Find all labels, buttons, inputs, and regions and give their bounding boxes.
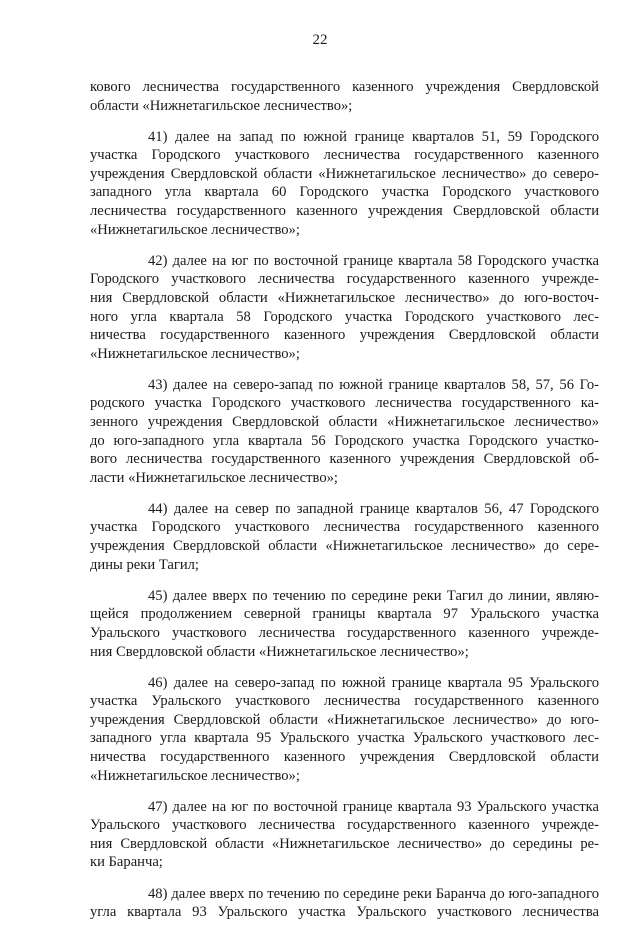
paragraph-item-43 (90, 376, 599, 488)
document-body (90, 78, 599, 934)
text-line: ния Свердловской области «Нижнетагильское лесничество» до юго-восточ- (90, 289, 599, 306)
text-line: учреждения Свердловской области «Нижнетагильское лесничество» до юго- (90, 711, 599, 728)
text-line: Городского участкового лесничества государственного казенного учрежде- (90, 271, 599, 288)
text-line: учреждения Свердловской области «Нижнетагильское лесничество» до сере- (90, 538, 599, 555)
text-line: 44) далее на север по западной границе кварталов 56, 47 Городского (148, 500, 599, 517)
text-line: участка Уральского участкового лесничества государственного казенного (90, 693, 599, 710)
text-line: ласти «Нижнетагильское лесничество»; (90, 469, 338, 486)
text-line: участка Городского участкового лесничества государственного казенного (90, 147, 599, 164)
text-line: зенного учреждения Свердловской области «Нижнетагильское лесничество» (90, 414, 599, 430)
text-line: участка Городского участкового лесничества государственного казенного (90, 519, 599, 536)
paragraph-item-42 (90, 252, 599, 364)
paragraph-item-47 (90, 798, 599, 872)
text-line: западного угла квартала 60 Городского участка Городского участкового (90, 184, 599, 201)
text-line: до юго-западного угла квартала 56 Городского участка Городского участко- (90, 432, 599, 449)
text-line: «Нижнетагильское лесничество»; (90, 767, 300, 784)
paragraph-item-45 (90, 587, 599, 661)
text-line: ки Баранча; (90, 854, 163, 871)
text-line: щейся продолжением северной границы квартала 97 Уральского участка (90, 606, 599, 623)
text-line: вого лесничества государственного казенного учреждения Свердловской об- (90, 451, 599, 468)
text-line: 47) далее на юг по восточной границе квартала 93 Уральского участка (148, 798, 599, 815)
text-line: учреждения Свердловской области «Нижнетагильское лесничество» до северо- (90, 165, 599, 182)
text-line: 46) далее на северо-запад по южной границе квартала 95 Уральского (148, 674, 599, 691)
text-line: ния Свердловской области «Нижнетагильское лесничество» до середины ре- (90, 835, 599, 852)
text-line: 45) далее вверх по течению по середине реки Тагил до линии, являю- (148, 587, 599, 604)
paragraph-item-44 (90, 500, 599, 574)
text-line: Уральского участкового лесничества государственного казенного учрежде- (90, 817, 599, 834)
paragraph-item-48 (90, 885, 599, 922)
paragraph-continuation (90, 78, 599, 115)
text-line: ния Свердловской области «Нижнетагильское лесничество»; (90, 643, 469, 660)
text-line: кового лесничества государственного казенного учреждения Свердловской (90, 79, 599, 95)
text-line: ничества государственного казенного учреждения Свердловской области (90, 327, 599, 344)
text-line: дины реки Тагил; (90, 556, 199, 573)
text-line: области «Нижнетагильское лесничество»; (90, 97, 353, 114)
text-line: «Нижнетагильское лесничество»; (90, 221, 300, 238)
text-line: «Нижнетагильское лесничество»; (90, 345, 300, 362)
text-line: родского участка Городского участкового лесничества государственного ка- (90, 395, 599, 412)
text-line: ного угла квартала 58 Городского участка Городского участкового лес- (90, 308, 599, 325)
page-number: 22 (312, 32, 328, 48)
text-line: Уральского участкового лесничества государственного казенного учрежде- (90, 624, 599, 641)
text-line: западного угла квартала 95 Уральского участка Уральского участкового лес- (90, 730, 599, 747)
text-line: угла квартала 93 Уральского участка Уральского участкового лесничества (90, 904, 599, 921)
text-line: 43) далее на северо-запад по южной границе кварталов 58, 57, 56 Го- (148, 376, 599, 393)
text-line: ничества государственного казенного учреждения Свердловской области (90, 749, 599, 765)
paragraph-item-41 (90, 128, 599, 240)
text-line: 41) далее на запад по южной границе кварталов 51, 59 Городского (148, 128, 599, 145)
text-line: 48) далее вверх по течению по середине реки Баранча до юго-западного (148, 885, 599, 902)
paragraph-item-46 (90, 674, 599, 786)
text-line: лесничества государственного казенного учреждения Свердловской области (90, 203, 599, 220)
text-line: 42) далее на юг по восточной границе квартала 58 Городского участка (148, 252, 599, 269)
